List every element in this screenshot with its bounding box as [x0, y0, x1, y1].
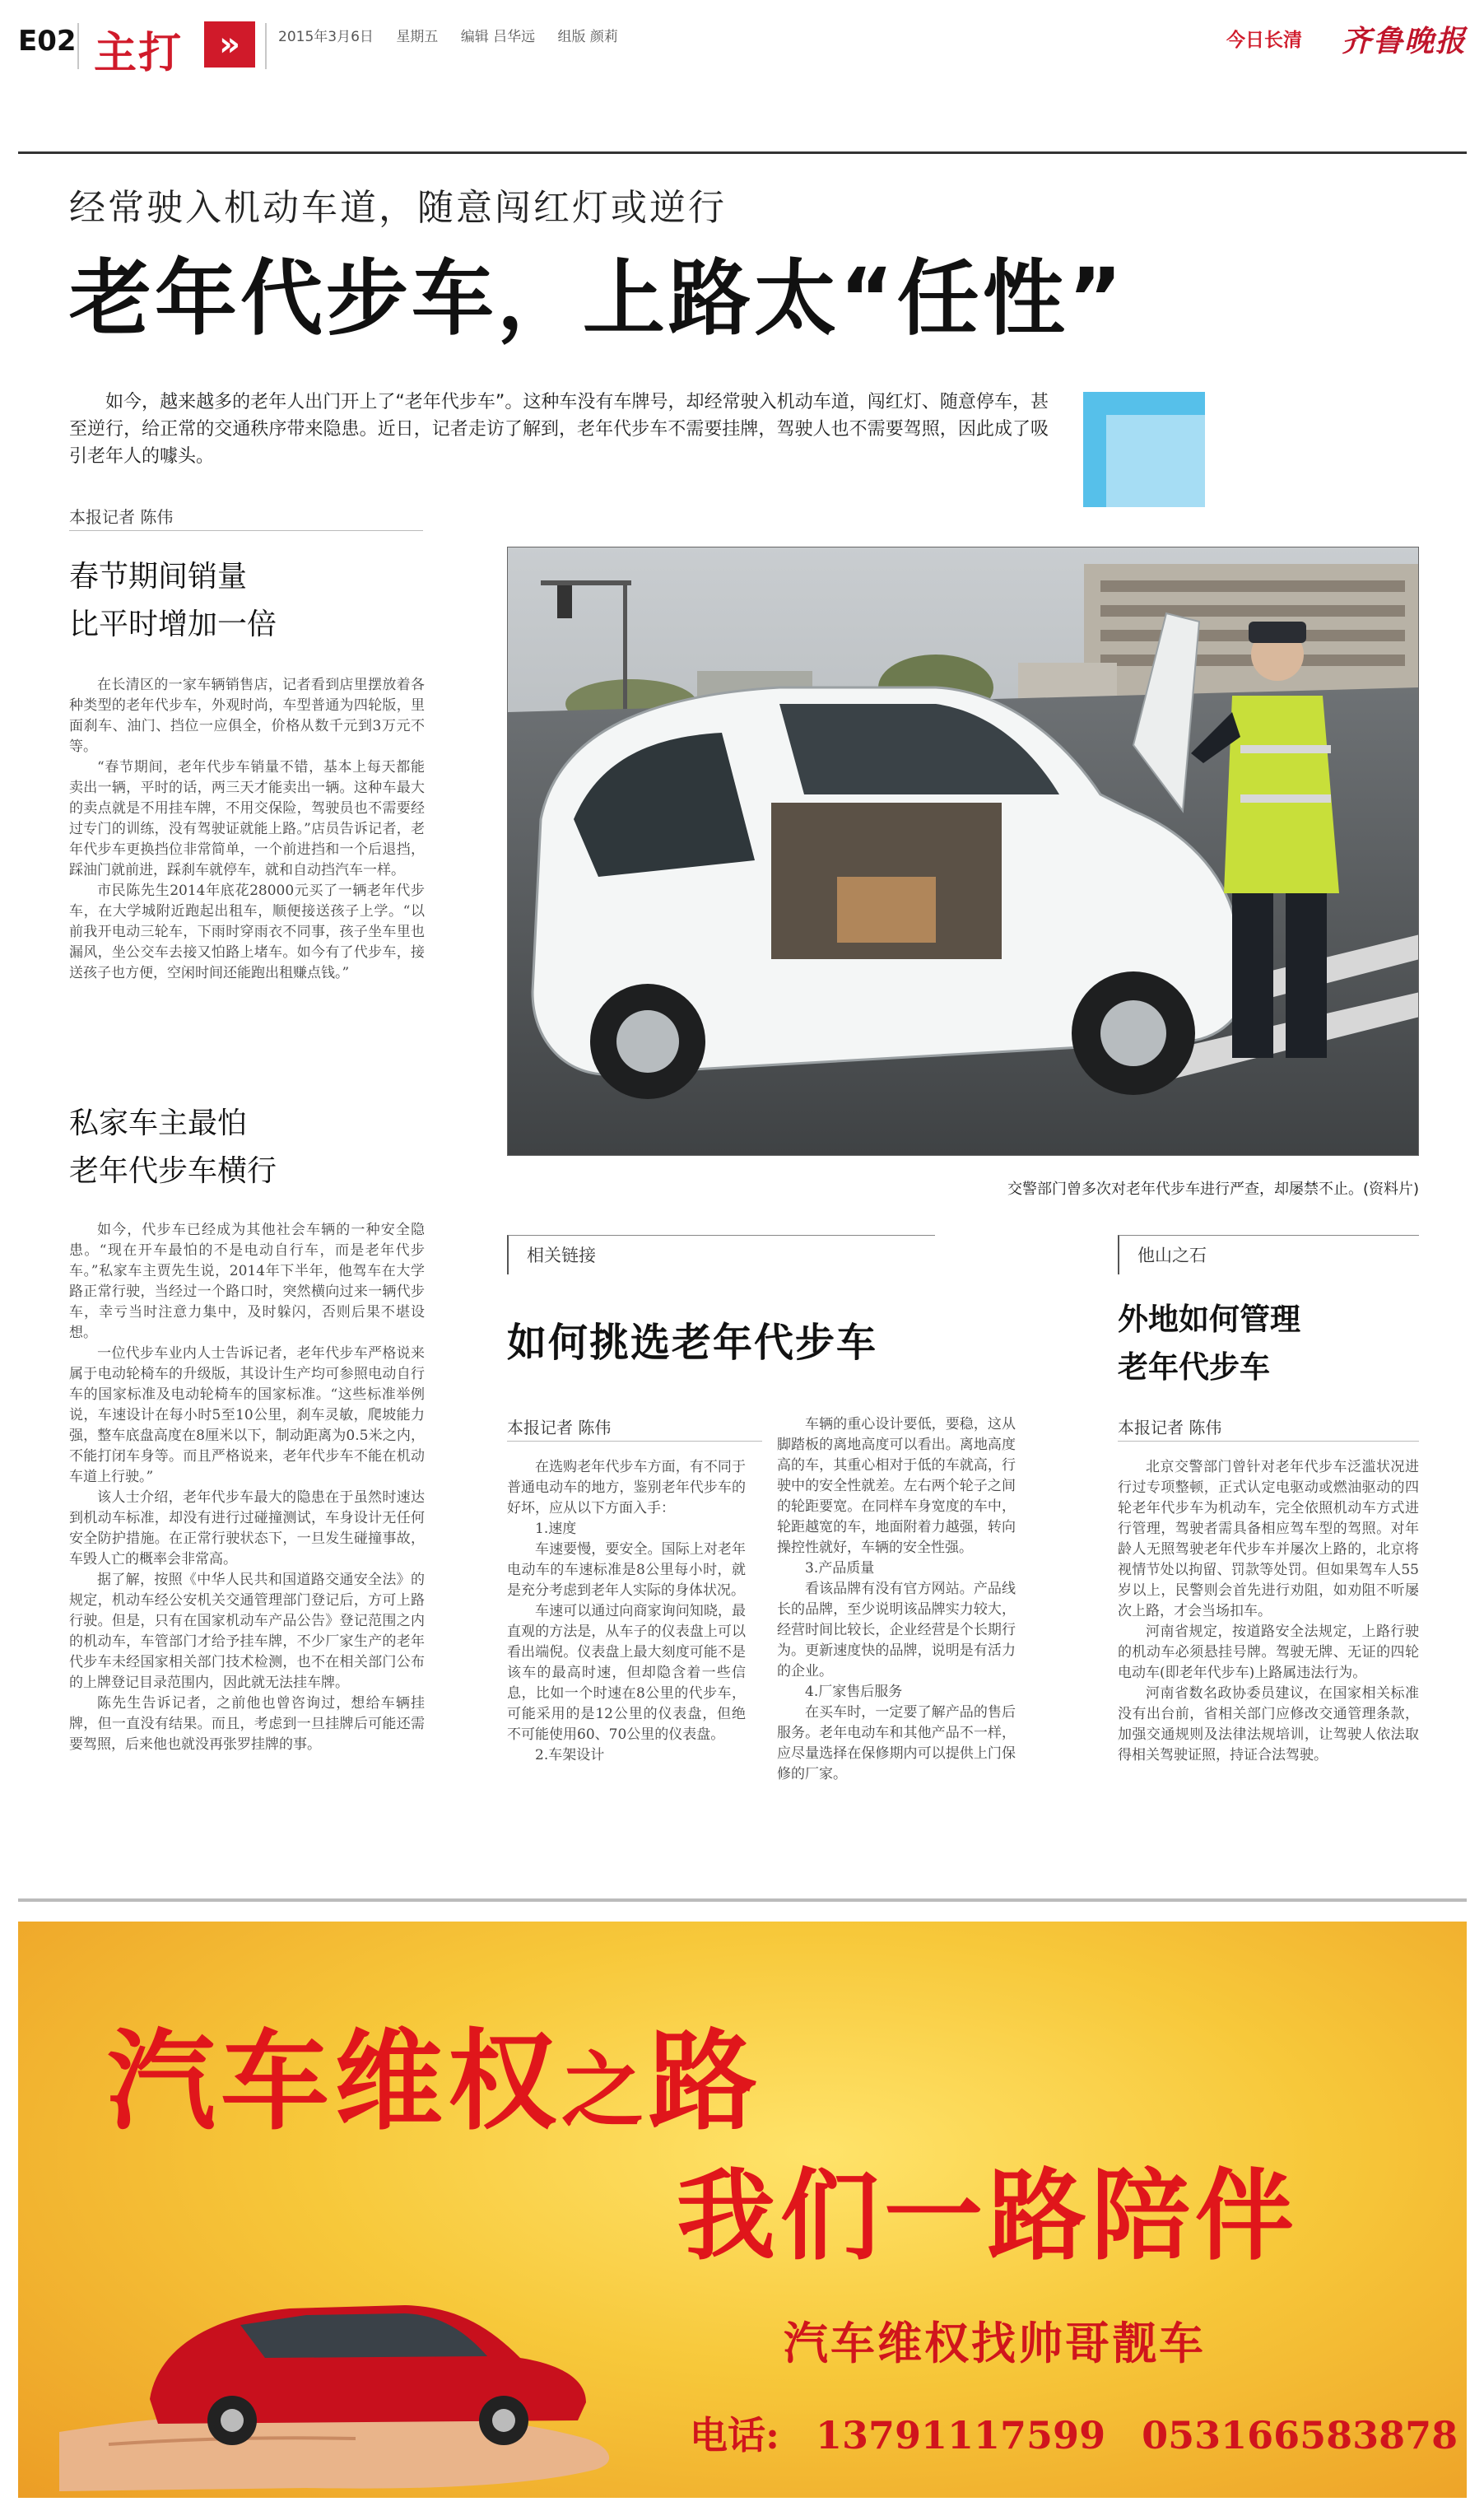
paragraph: 车速可以通过向商家询问知晓，最直观的方法是，从车子的仪表盘上可以看出端倪。仪表盘上最大刻度可能不是该车的最高时速，但却隐含着一些信息，比如一个时速在8公里的代步车，可能采用的是12公里的仪表盘，但绝不可能使用60、70公里的仪表盘。: [507, 1603, 746, 1743]
paragraph: 北京交警部门曾针对老年代步车泛滥状况进行过专项整顿，正式认定电驱动或燃油驱动的四轮老年代步车为机动车，完全依照机动车方式进行管理，驾驶者需具备相应驾车型的驾照。对年龄人无照驾驶老年代步车并屡次上路的，北京将视情节处以拘留、罚款等处罚。但如果驾车人55岁以上，民警则会首先进行劝阻，如劝阻不听屡次上路，才会当场扣车。: [1118, 1459, 1419, 1619]
sidebar-other-byline: 本报记者 陈伟: [1118, 1418, 1222, 1437]
byline-rule: [1118, 1441, 1419, 1442]
header-rule: [18, 151, 1467, 154]
header-divider: [265, 23, 267, 69]
paragraph: 4.厂家售后服务: [805, 1684, 903, 1700]
masthead-logo: 齐鲁晚报: [1341, 24, 1467, 58]
section1-title-line1: 春节期间销量: [69, 560, 248, 594]
paragraph: 车辆的重心设计要低，要稳，这从脚踏板的离地高度可以看出。离地高度高的车，其重心相对于低的车就高，行驶中的安全性就差。左右两个轮子之间的轮距要宽。在同样车身宽度的车中，轮距越宽的车，地面附着力越强，转向操控性就好，车辆的安全性强。: [777, 1416, 1016, 1556]
article-headline: 老年代步车，上路太“任性”: [69, 250, 1126, 347]
car-on-hand-icon: [59, 2226, 635, 2498]
paragraph: 车速要慢，要安全。国际上对老年电动车的车速标准是8公里每小时，就是充分考虑到老年人实际的身体状况。: [507, 1541, 746, 1599]
article-lead: 如今，越来越多的老年人出门开上了“老年代步车”。这种车没有车牌号，却经常驶入机动车道，闯红灯、随意停车，甚至逆行，给正常的交通秩序带来隐患。近日，记者走访了解到，老年代步车不需要挂牌，驾驶人也不需要驾照，因此成了吸引老年人的噱头。: [69, 392, 1049, 467]
section-title: 主打: [94, 29, 184, 78]
page-header: [18, 18, 1467, 76]
section1-title-line2: 比平时增加一倍: [69, 608, 277, 641]
issue-editor: 编辑 吕华远: [460, 29, 536, 45]
sidebar-other-title-line2: 老年代步车: [1118, 1349, 1270, 1385]
ad-phone-row: [690, 2406, 1467, 2460]
paragraph: 据了解，按照《中华人民共和国道路交通安全法》的规定，机动车经公安机关交通管理部门登记后，方可上路行驶。但是，只有在国家机动车产品公告》登记范围之内的机动车，车管部门才给予挂车牌，不少厂家生产的老年代步车未经国家相关部门技术检测，也不在相关部门公布的上牌登记目录范围内，因此就无法挂车牌。: [69, 1572, 425, 1691]
sidebar-other-title: [1118, 1296, 1300, 1391]
paragraph: 看该品牌有没有官方网站。产品线长的品牌，至少说明该品牌实力较大，经营时间比较长，企业经营是个长期行为。更新速度快的品牌，说明是有活力的企业。: [777, 1581, 1016, 1679]
sidebar-other-tag-label: 他山之石: [1137, 1246, 1207, 1265]
ad-phone-number: 13791117599: [816, 2413, 1106, 2457]
section2-title-line2: 老年代步车横行: [69, 1154, 277, 1188]
paragraph: 2.车架设计: [535, 1747, 605, 1763]
ad-slogan-part: 路: [649, 2018, 762, 2145]
photo-caption: 交警部门曾多次对老年代步车进行严查，却屡禁不止。(资料片): [1007, 1181, 1419, 1198]
paragraph: 在买车时，一定要了解产品的售后服务。老年电动车和其他产品不一样，应尽量选择在保修期内可以提供上门保修的厂家。: [777, 1704, 1016, 1782]
paragraph: 该人士介绍，老年代步车最大的隐患在于虽然时速达到机动车标准，却没有进行过碰撞测试，车身设计无任何安全防护措施。在正常行驶状态下，一旦发生碰撞事故，车毁人亡的概率会非常高。: [69, 1489, 425, 1568]
advertisement-banner: [18, 1922, 1467, 2498]
ad-slogan-part: 之: [561, 2042, 649, 2139]
paragraph: 在长清区的一家车辆销售店，记者看到店里摆放着各种类型的老年代步车，外观时尚，车型普通为四轮版，里面刹车、油门、挡位一应俱全，价格从数千元到3万元不等。: [69, 677, 425, 755]
decor-block: [1106, 415, 1205, 507]
ad-tagline: 汽车维权找帅哥靓车: [784, 2317, 1206, 2369]
section1-body: [69, 675, 425, 984]
sidebar-link-tag-label: 相关链接: [527, 1246, 596, 1265]
section2-title: [69, 1100, 277, 1195]
paragraph: 河南省数名政协委员建议，在国家相关标准没有出台前，省相关部门应修改交通管理条款，加强交通规则及法律法规培训，让驾驶人依法取得相关驾驶证照，持证合法驾驶。: [1118, 1685, 1419, 1763]
paragraph: 河南省规定，按道路安全法规定，上路行驶的机动车必须悬挂号牌。驾驶无牌、无证的四轮电动车(即老年代步车)上路属违法行为。: [1118, 1624, 1419, 1681]
ad-slogan-line2: 我们一路陪伴: [677, 2158, 1299, 2274]
issue-weekday: 星期五: [396, 29, 439, 45]
paragraph: 3.产品质量: [805, 1560, 875, 1577]
issue-date: 2015年3月6日: [278, 29, 374, 45]
byline-rule: [69, 530, 423, 531]
section-arrow-icon: »: [204, 21, 255, 68]
sidebar-link-col2: [777, 1414, 1016, 1785]
sidebar-link-tag: [507, 1235, 935, 1274]
issue-meta: [278, 25, 636, 45]
ad-slogan-line1: [107, 1994, 762, 2150]
article-kicker: 经常驶入机动车道，随意闯红灯或逆行: [69, 187, 727, 229]
news-photo: [507, 547, 1419, 1156]
ad-phone-number: 053166583878: [1142, 2413, 1458, 2457]
section1-title: [69, 553, 277, 649]
sidebar-other-title-line1: 外地如何管理: [1118, 1302, 1300, 1337]
issue-layout: 组版 颜莉: [557, 29, 618, 45]
photo-illustration: [508, 547, 1419, 1156]
section2-title-line1: 私家车主最怕: [69, 1106, 248, 1140]
page-number: E02: [18, 25, 77, 58]
header-divider: [77, 23, 79, 69]
sidebar-link-byline: 本报记者 陈伟: [507, 1418, 612, 1437]
ad-phone-label: 电话:: [690, 2413, 779, 2457]
paragraph: 如今，代步车已经成为其他社会车辆的一种安全隐患。“现在开车最怕的不是电动自行车，而是老年代步车。”私家车主贾先生说，2014年下半年，他驾车在大学路正常行驶，当经过一个路口时，突然横向过来一辆代步车，幸亏当时注意力集中，及时躲闪，否则后果不堪设想。: [69, 1222, 425, 1341]
paragraph: 1.速度: [535, 1521, 577, 1537]
paragraph: 陈先生告诉记者，之前他也曾咨询过，想给车辆挂牌，但一直没有结果。而且，考虑到一旦挂牌后可能还需要驾照，后来他也就没再张罗挂牌的事。: [69, 1695, 425, 1753]
byline-rule: [507, 1441, 762, 1442]
ad-divider: [18, 1898, 1467, 1902]
today-label: 今日长清: [1226, 30, 1302, 51]
paragraph: 市民陈先生2014年底花28000元买了一辆老年代步车，在大学城附近跑起出租车，顺便接送孩子上学。“以前我开电动三轮车，下雨时穿雨衣不同事，孩子坐车里也漏风，坐公交车去接又怕路上堵车。如今有了代步车，接送孩子也方便，空闲时间还能跑出租赚点钱。”: [69, 883, 425, 981]
article-byline: 本报记者 陈伟: [69, 507, 174, 527]
sidebar-link-col1: [507, 1457, 746, 1766]
paragraph: 一位代步车业内人士告诉记者，老年代步车严格说来属于电动轮椅车的升级版，其设计生产均可参照电动自行车的国家标准及电动轮椅车的国家标准。“这些标准举例说，车速设计在每小时5至10公里，刹车灵敏，爬坡能力强，整车底盘高度在8厘米以下，制动距离为0.5米之内，不能打闭车身等。而且严格说来，老年代步车不能在机动车道上行驶。”: [69, 1345, 425, 1485]
sidebar-link-title: 如何挑选老年代步车: [507, 1320, 878, 1366]
sidebar-other-body: [1118, 1457, 1419, 1766]
paragraph: 在选购老年代步车方面，有不同于普通电动车的地方，鉴别老年代步车的好坏，应从以下方面入手：: [507, 1459, 746, 1516]
section2-body: [69, 1220, 425, 1755]
sidebar-other-tag: [1118, 1235, 1419, 1274]
paragraph: “春节期间，老年代步车销量不错，基本上每天都能卖出一辆，平时的话，两三天才能卖出一辆。这种车最大的卖点就是不用挂车牌，不用交保险，驾驶员也不需要经过专门的训练，没有驾驶证就能上路。”店员告诉记者，老年代步车更换挡位非常简单，一个前进挡和一个后退挡，踩油门就前进，踩刹车就停车，就和自动挡汽车一样。: [69, 759, 425, 878]
ad-slogan-part: 汽车维权: [107, 2018, 561, 2145]
